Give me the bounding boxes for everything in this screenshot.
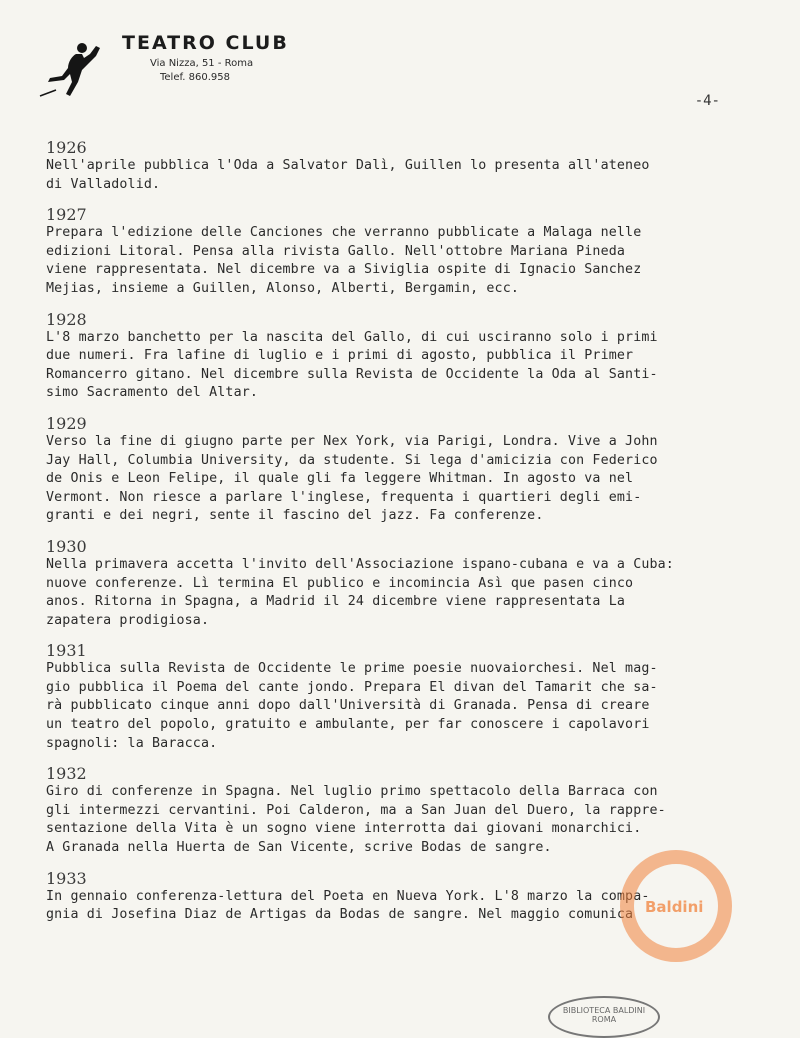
entry-line: In gennaio conferenza-lettura del Poeta en Nueva York. L'8 marzo la compa- bbox=[46, 888, 650, 904]
club-name: TEATRO CLUB bbox=[122, 32, 289, 54]
entry-line: sentazione della Vita è un sogno viene interrotta dai giovani monarchici. bbox=[46, 821, 642, 837]
library-stamp: BIBLIOTECA BALDINI ROMA bbox=[548, 996, 660, 1038]
entry-1928 bbox=[46, 310, 786, 403]
entry-line: di Valladolid. bbox=[46, 176, 161, 192]
entry-line: de Onis e Leon Felipe, il quale gli fa leggere Whitman. In agosto va nel bbox=[46, 471, 634, 487]
club-phone: Telef. 860.958 bbox=[160, 72, 230, 83]
entry-year: 1929 bbox=[46, 413, 87, 433]
entry-line: Mejias, insieme a Guillen, Alonso, Alberti, Bergamin, ecc. bbox=[46, 280, 520, 296]
page-number: -4- bbox=[694, 93, 720, 109]
entry-year: 1927 bbox=[46, 205, 87, 225]
entry-line: Verso la fine di giugno parte per Nex York, via Parigi, Londra. Vive a John bbox=[46, 433, 658, 449]
entry-1931 bbox=[46, 641, 786, 753]
entry-line: gio pubblica il Poema del cante jondo. Prepara El divan del Tamarit che sa- bbox=[46, 679, 658, 695]
entry-year: 1930 bbox=[46, 536, 87, 556]
entry-line: A Granada nella Huerta de San Vicente, scrive Bodas de sangre. bbox=[46, 840, 552, 856]
entry-line: rà pubblicato cinque anni dopo dall'Università di Granada. Pensa di creare bbox=[46, 698, 650, 714]
entry-line: Romancerro gitano. Nel dicembre sulla Revista de Occidente la Oda al Santi- bbox=[46, 366, 658, 382]
entry-line: Nell'aprile pubblica l'Oda a Salvator Dalì, Guillen lo presenta all'ateneo bbox=[46, 158, 650, 173]
chronology-body bbox=[46, 138, 786, 936]
entry-line: gnia di Josefina Diaz de Artigas da Bodas de sangre. Nel maggio comunica bbox=[46, 907, 634, 923]
entry-line: Vermont. Non riesce a parlare l'inglese, frequenta i quartieri degli emi- bbox=[46, 489, 642, 505]
entry-line: gli intermezzi cervantini. Poi Calderon, ma a San Juan del Duero, la rappre- bbox=[46, 802, 666, 818]
entry-line: zapatera prodigiosa. bbox=[46, 612, 210, 628]
entry-1929 bbox=[46, 414, 786, 526]
entry-1927 bbox=[46, 205, 786, 298]
entry-line: Pubblica sulla Revista de Occidente le prime poesie nuovaiorchesi. Nel mag- bbox=[46, 661, 658, 677]
entry-line: simo Sacramento del Altar. bbox=[46, 385, 259, 401]
entry-line: anos. Ritorna in Spagna, a Madrid il 24 dicembre viene rappresentata La bbox=[46, 594, 626, 610]
entry-year: 1933 bbox=[46, 868, 87, 888]
entry-line: spagnoli: la Baracca. bbox=[46, 735, 218, 751]
entry-1926 bbox=[46, 138, 786, 194]
entry-1932 bbox=[46, 764, 786, 857]
letterhead bbox=[38, 30, 318, 100]
entry-line: viene rappresentata. Nel dicembre va a Siviglia ospite di Ignacio Sanchez bbox=[46, 262, 642, 278]
club-address: Via Nizza, 51 - Roma bbox=[150, 58, 254, 69]
entry-line: Jay Hall, Columbia University, da studente. Si lega d'amicizia con Federico bbox=[46, 452, 658, 468]
entry-1930 bbox=[46, 537, 786, 630]
dancer-silhouette-icon bbox=[38, 36, 110, 100]
entry-line: nuove conferenze. Lì termina El publico e incomincia Asì que pasen cinco bbox=[46, 575, 634, 591]
entry-year: 1931 bbox=[46, 641, 87, 661]
entry-line: Nella primavera accetta l'invito dell'Associazione ispano-cubana e va a Cuba: bbox=[46, 556, 674, 572]
entry-year: 1932 bbox=[46, 764, 87, 784]
entry-line: Prepara l'edizione delle Canciones che verranno pubblicate a Malaga nelle bbox=[46, 225, 642, 241]
entry-line: due numeri. Fra lafine di luglio e i primi di agosto, pubblica il Primer bbox=[46, 348, 634, 364]
baldini-stamp-label: Baldini bbox=[645, 898, 704, 916]
entry-year: 1928 bbox=[46, 309, 87, 329]
entry-line: granti e dei negri, sente il fascino del jazz. Fa conferenze. bbox=[46, 508, 544, 524]
entry-line: edizioni Litoral. Pensa alla rivista Gallo. Nell'ottobre Mariana Pineda bbox=[46, 243, 626, 259]
entry-line: L'8 marzo banchetto per la nascita del Gallo, di cui usciranno solo i primi bbox=[46, 329, 658, 345]
entry-line: Giro di conferenze in Spagna. Nel luglio primo spettacolo della Barraca con bbox=[46, 784, 658, 800]
entry-year: 1926 bbox=[46, 138, 87, 157]
entry-line: un teatro del popolo, gratuito e ambulante, per far conoscere i capolavori bbox=[46, 717, 650, 733]
